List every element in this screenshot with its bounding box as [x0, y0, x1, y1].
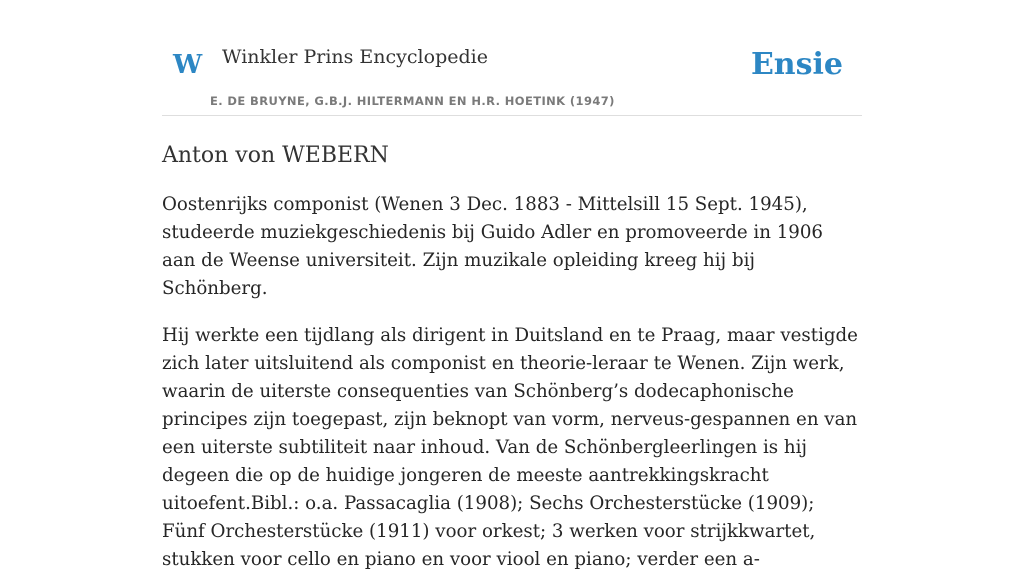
- site-title[interactable]: Winkler Prins Encyclopedie: [222, 46, 488, 68]
- winkler-prins-logo[interactable]: W: [173, 50, 203, 80]
- site-header: [162, 0, 862, 116]
- authors-subtitle: E. DE BRUYNE, G.B.J. HILTERMANN EN H.R. HOETINK (1947): [210, 94, 615, 108]
- ensie-logo[interactable]: Ensie: [750, 47, 843, 82]
- article-paragraph-2: Hij werkte een tijdlang als dirigent in Duitsland en te Praag, maar vestigde zich later uitsluitend als componist en theorie-leraar te Wenen. Zijn werk, waarin de uiterste consequenties van Schönberg’s dodecaphonische principes zijn toegepast, zijn beknopt van vorm, nerveus-gespannen en van een uiterste subtiliteit naar inhoud. Van de Schönbergleerlingen is hij degeen die op de huidige jongeren de meeste aantrekkingskracht uitoefent.Bibl.: o.a. Passacaglia (1908); Sechs Orchesterstücke (1909); Fünf Orchesterstücke (1911) voor orkest; 3 werken voor strijkkwartet, stukken voor cello en piano en voor viool en piano; verder een a-: [162, 324, 858, 570]
- article-title: Anton von WEBERN: [162, 143, 389, 168]
- article-page: [162, 0, 862, 574]
- article-paragraph-1: Oostenrijks componist (Wenen 3 Dec. 1883 - Mittelsill 15 Sept. 1945), studeerde muziekgeschiedenis bij Guido Adler en promoveerde in 1906 aan de Weense universiteit. Zijn muzikale opleiding kreeg hij bij Schönberg.: [162, 193, 823, 299]
